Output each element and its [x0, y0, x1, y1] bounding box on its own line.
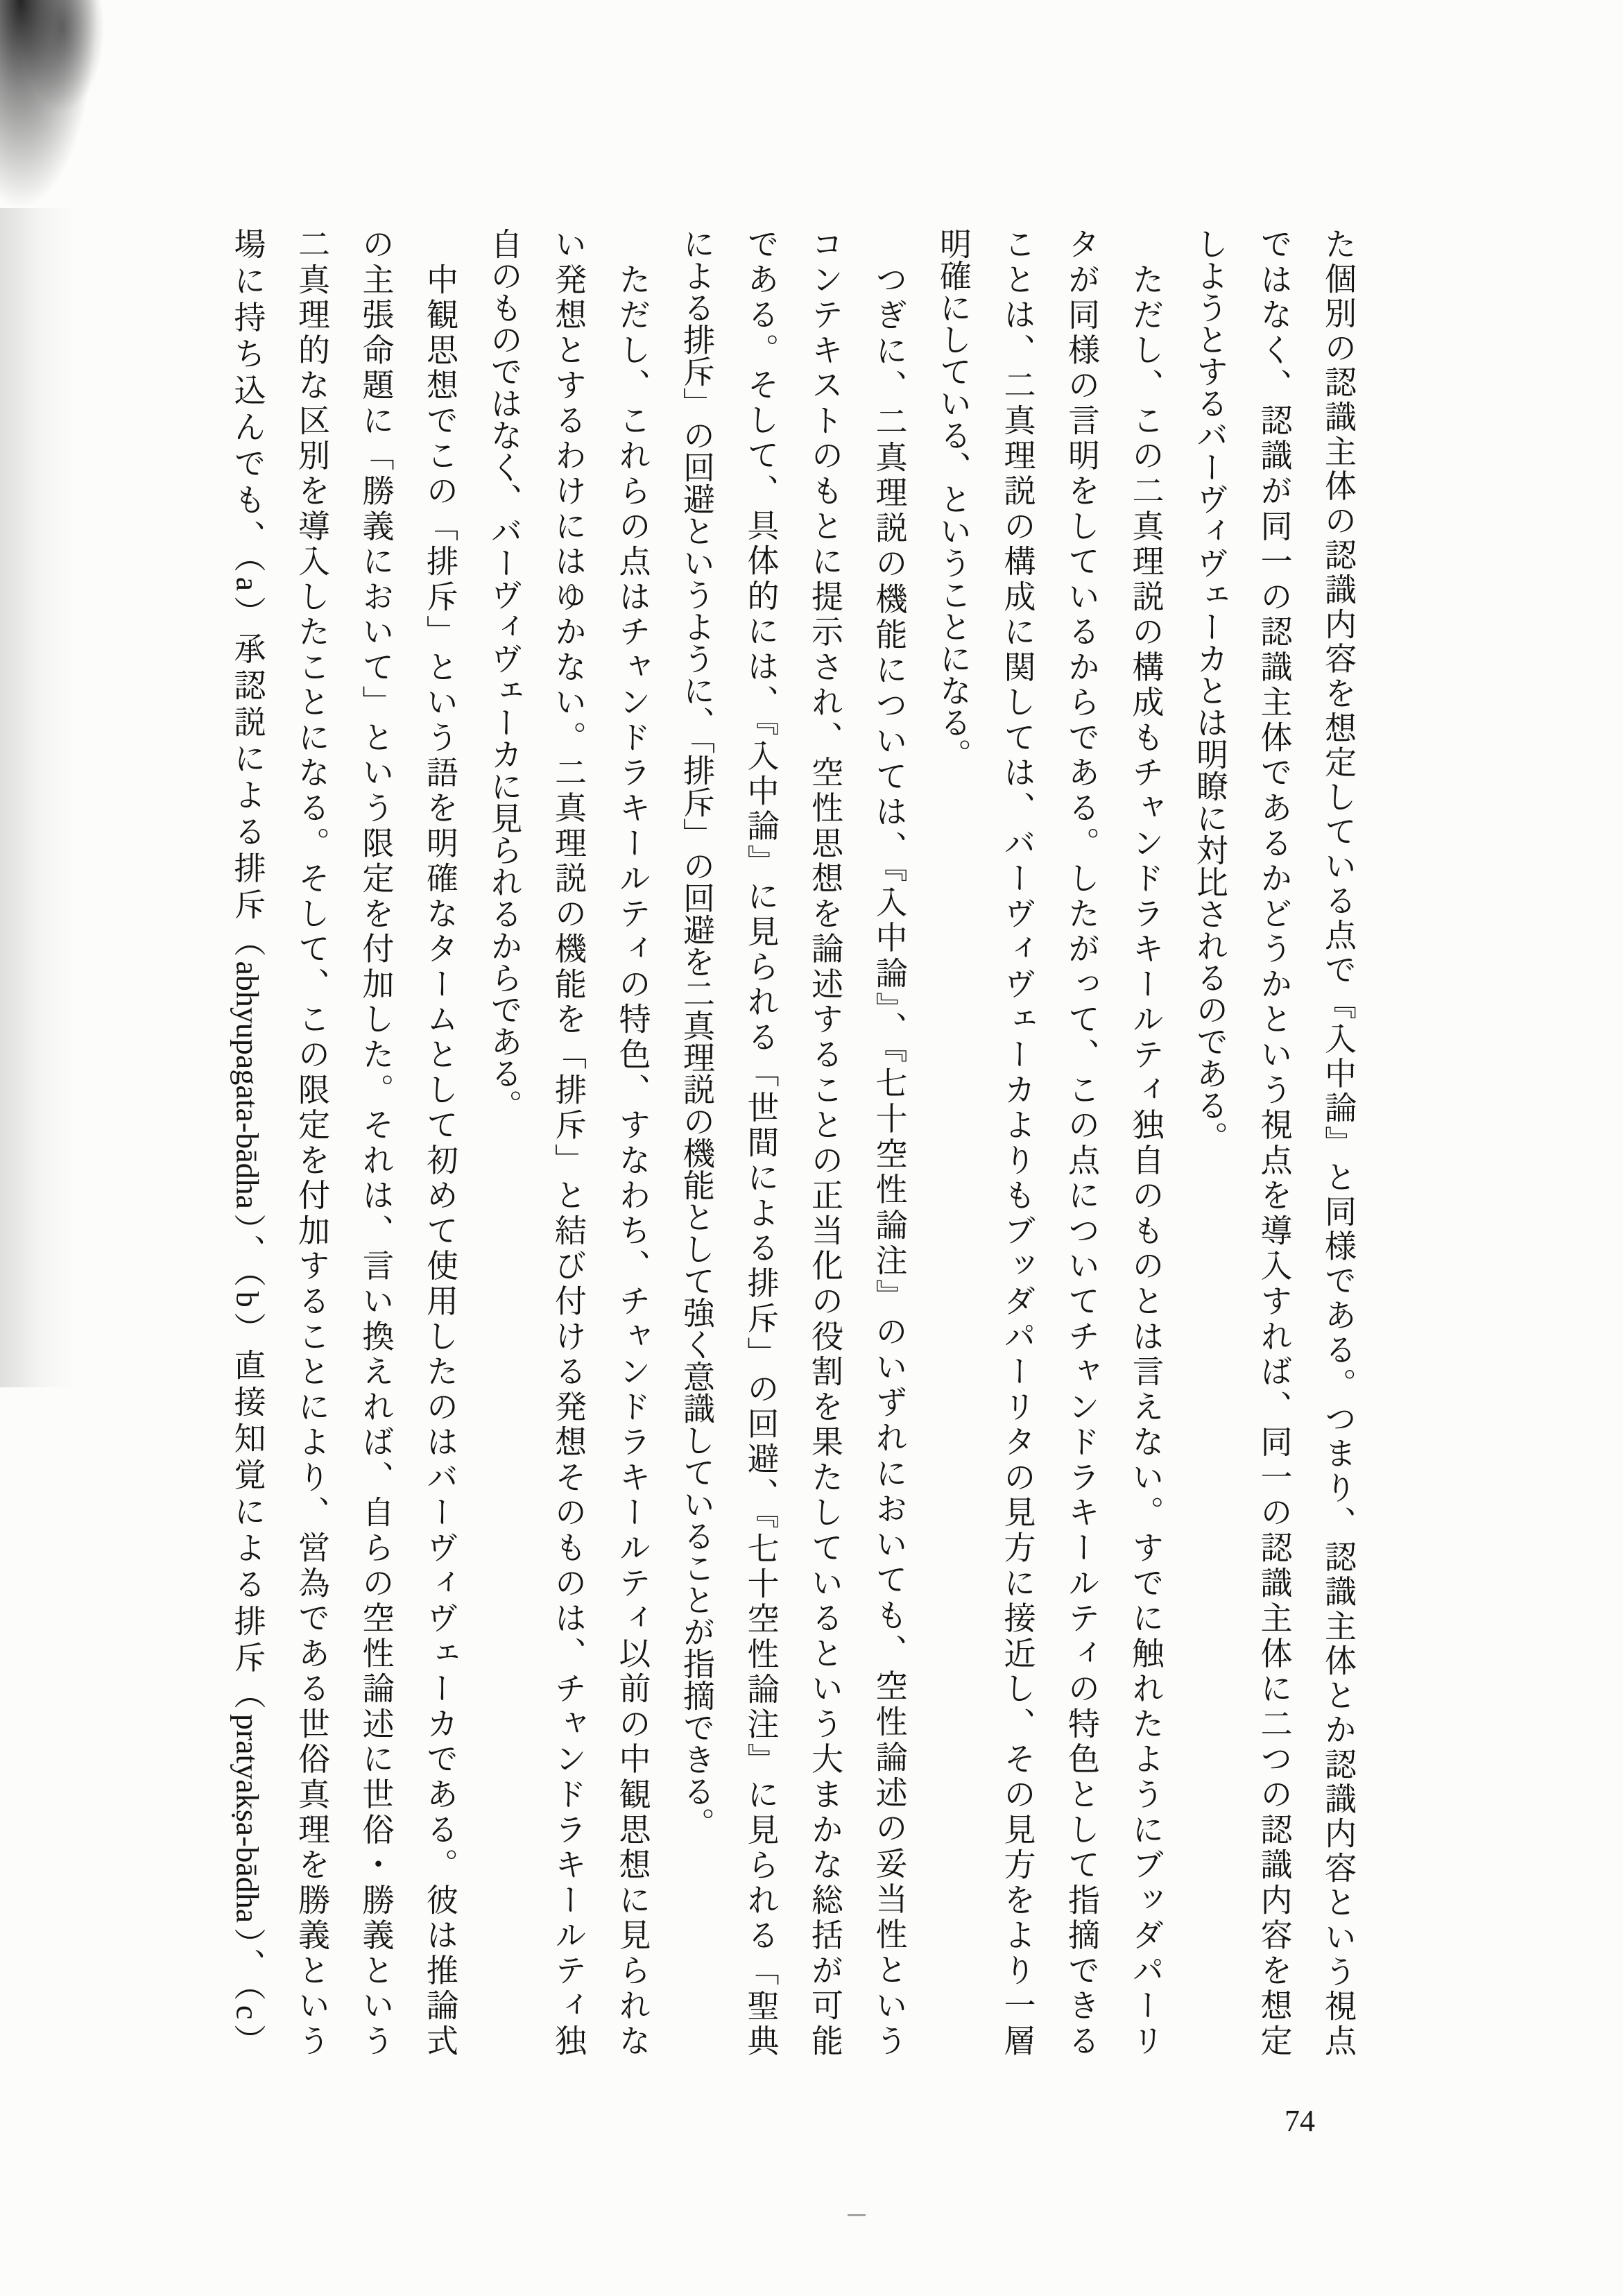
text-column: ことは、二真理説の構成に関しては、バーヴィヴェーカよりもブッダパーリタの見方に接近し、その見方をより一層: [999, 228, 1036, 2056]
text-column: た個別の認識主体の認識内容を想定している点で『入中論』と同様である。つまり、認識主体とか認識内容という視点: [1321, 228, 1356, 2056]
text-column: い発想とするわけにはゆかない。二真理説の機能を「排斥」と結び付ける発想そのものは、チャンドラキールティ独: [551, 228, 586, 2056]
scan-edge-shadow: [0, 208, 76, 1387]
text-column: の主張命題に「勝義において」という限定を付加した。それは、言い換えれば、自らの空性論述に世俗・勝義という: [358, 228, 394, 2056]
scan-mark: [848, 2214, 866, 2216]
text-column: 二真理的な区別を導入したことになる。そして、この限定を付加することにより、営為である世俗真理を勝義という: [294, 228, 329, 2056]
page-number: 74: [1285, 2104, 1315, 2138]
text-column: コンテキストのもとに提示され、空性思想を論述することの正当化の役割を果たしているという大まかな総括が可能: [807, 228, 843, 2056]
vertical-text-body: [215, 228, 1370, 2056]
text-column: である。そして、具体的には、『入中論』に見られる「世間による排斥」の回避、『七十空性論注』に見られる「聖典: [743, 228, 779, 2056]
text-column: ただし、これらの点はチャンドラキールティの特色、すなわち、チャンドラキールティ以前の中観思想に見られな: [615, 228, 651, 2056]
text-column: 中観思想でこの「排斥」という語を明確なタームとして初めて使用したのはバーヴィヴェーカである。彼は推論式: [422, 228, 458, 2056]
text-column: タが同様の言明をしているからである。したがって、この点についてチャンドラキールティの特色として指摘できる: [1064, 228, 1099, 2056]
text-column: 場に持ち込んでも、（a）承認説による排斥（abhyupagata-bādha）、（b）直接知覚による排斥（pratyakṣa-bādha）、（c）: [230, 228, 266, 2056]
text-column: しようとするバーヴィヴェーカとは明瞭に対比されるのである。: [1192, 228, 1228, 1153]
text-column: つぎに、二真理説の機能については、『入中論』、『七十空性論注』のいずれにおいても、空性論述の妥当性という: [871, 228, 907, 2056]
text-column: 自のものではなく、バーヴィヴェーカに見られるからである。: [486, 228, 522, 1121]
text-column: による排斥」の回避というように、「排斥」の回避を二真理説の機能として強く意識していることが指摘できる。: [679, 228, 714, 1839]
text-column: ただし、この二真理説の構成もチャンドラキールティ独自のものとは言えない。すでに触れたようにブッダパーリ: [1128, 228, 1164, 2056]
text-column: ではなく、認識が同一の認識主体であるかどうかという視点を導入すれば、同一の認識主体に二つの認識内容を想定: [1256, 228, 1292, 2056]
text-column: 明確にしている、ということになる。: [936, 228, 971, 770]
